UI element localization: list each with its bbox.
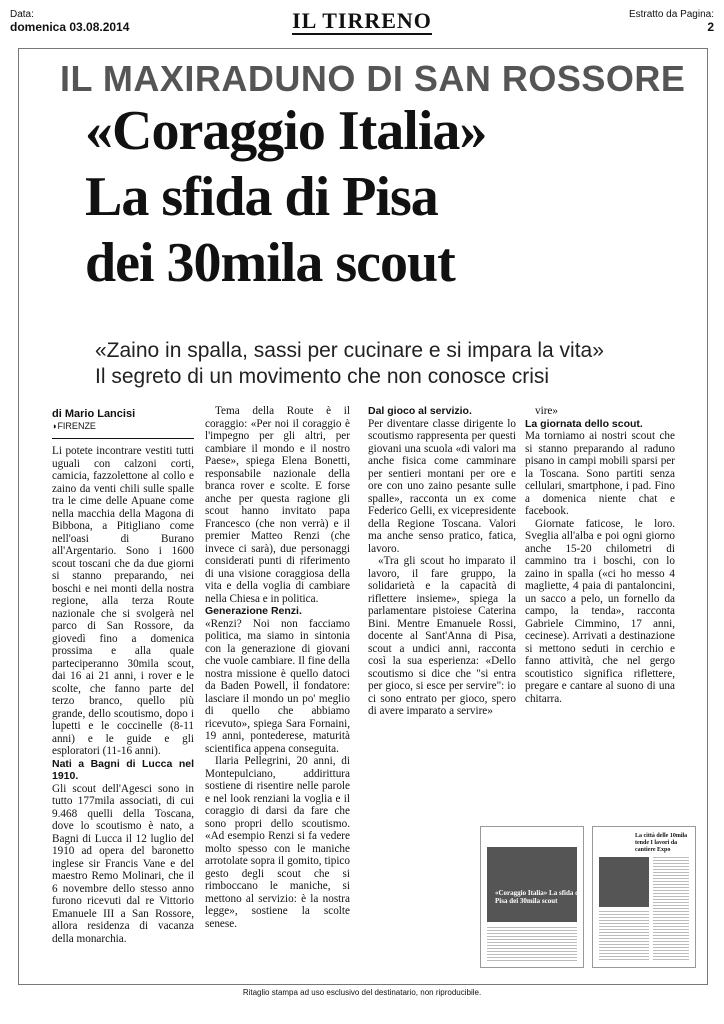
- title-line-1: «Coraggio Italia»: [85, 100, 487, 162]
- page-block: [629, 9, 714, 33]
- extract-label: Estratto da Pagina:: [628, 9, 714, 20]
- col3-paragraph-2: «Tra gli scout ho imparato il lavoro, il fare gruppo, la solidarietà e la capacità di riflettere insieme», spiega la parlamentare pistoiese Caterina Bini. Mentre Emanuele Rossi, docente al Sant'Anna di Pisa, scout a undici anni, racconta così la sua esperienza: «Dello scoutismo si dice che "si entra per gioco, si esce per servire": io ci sono entrato per gioco, spero di avere imparato a servire»: [368, 555, 516, 717]
- page-thumbnail-1: [480, 826, 584, 968]
- thumbnail-photo: [599, 857, 649, 907]
- thumbnail-2-headline: La città delle 10mila tende I lavori da cantiere Expo: [635, 833, 688, 853]
- col1-subhead: Nati a Bagni di Lucca nel 1910.: [52, 757, 194, 782]
- column-rule: [52, 438, 194, 439]
- column-3: [368, 405, 516, 718]
- thumbnail-text-block: [599, 911, 649, 961]
- col1-paragraph-2: Gli scout dell'Agesci sono in tutto 177mila associati, di cui 9.468 quelli della Toscana, dove lo scoutismo è nato, a Bagni di Lucca il 12 luglio del 1910 ad opera del baronetto inglese sir Francis Vane e del maestro Remo Molinari, che il 6 novembre dello stesso anno furono ricevuti dal re Vittorio Emanuele III a San Rossore, allora residenza di vacanza della monarchia.: [52, 782, 194, 945]
- column-1: [52, 438, 194, 945]
- article-title: [85, 98, 486, 296]
- col3-subhead: Dal gioco al servizio.: [368, 405, 472, 417]
- article-subtitle: [95, 338, 604, 390]
- col3-paragraph-1: Per diventare classe dirigente lo scoutismo rappresenta per questi giovani una scuola «di valori ma anche fisica come camminare per sentieri montani per ore e ore con uno zaino pesante sulle spalle», racconta un ex come Federico Gelli, ex vicepresidente della Regione Toscana. Valori ma anche senso pratico, fatica, lavoro.: [368, 417, 516, 555]
- col1-paragraph-1: Li potete incontrare vestiti tutti uguali con calzoni corti, camicia, fazzolettone al collo e zaino da venti chili sulle spalle tra le cime delle Apuane come nella macchia della Magona di Bibbona, a Pitigliano come nell'oasi di Burano all'Argentario. Sono i 1600 scout toscani che da due giorni si stanno preparando, nei boschi e nei monti della nostra regione, alla terza Route nazionale che si svolgerà nel parco di San Rossore, da giovedì fino a domenica prossima e alla quale parteciperanno 30mila scout, dai 16 ai 21 anni, i rover e le scolte, che fanno parte del terzo branco, quello più grande, dello scoutismo, dopo i lupetti e le coccinelle (8-11 anni) e le guide e gli esploratori (11-16 anni).: [52, 445, 194, 757]
- col4-paragraph-2: Ma torniamo ai nostri scout che si stanno preparando al raduno pisano in campi mobili sparsi per la Toscana. Sono partiti senza cellulari, smartphone, i pad. Fino a domenica niente chat e facebook.: [525, 430, 675, 517]
- column-2: [205, 405, 350, 930]
- col2-subhead: Generazione Renzi.: [205, 605, 302, 617]
- col2-paragraph-2: «Renzi? Noi non facciamo politica, ma siamo in sintonia con la generazione di giovani che vuole cambiare. Il fine della nostra missione è quello datoci da Baden Powell, il fondatore: lasciare il mondo un po' meglio di quello che abbiamo ricevuto», spiega Sara Fornaini, 19 anni, pontederese, maturità scientifica appena conseguita.: [205, 617, 350, 755]
- col2-paragraph-3: Ilaria Pellegrini, 20 anni, di Montepulciano, addirittura sostiene di risentire nelle parole e nel look renziani la voglia e il coraggio di darsi da fare che sono propri dello scoutismo. «Ad esempio Renzi si fa vedere molto spesso con le maniche arrotolate sopra il gomito, tipico gesto degli scout che si rimboccano le maniche, si mettono al servizio: è la nostra legge», sostiene la scolte senese.: [205, 755, 350, 930]
- col4-paragraph-3: Giornate faticose, le loro. Sveglia all'alba e poi ogni giorno anche 15-20 chilometri di cammino tra i boschi, con lo zaino in spalla («ci ho messo 4 magliette, 4 paia di pantaloncini, un sacco a pelo, un fornello da campo, la tenda», racconta Gabriele Cimmino, 17 anni, cecinese). Arrivati a destinazione si mettono seduti in cerchio e fanno attività, che nel gergo scoutistico significa riflettere, pregare e cantare al suono di una chitarra.: [525, 517, 675, 705]
- col2-paragraph-1: Tema della Route è il coraggio: «Per noi il coraggio è l'impegno per gli altri, per cambiare il mondo e il nostro Paese», spiega Elena Bonetti, responsabile nazionale della branca rover e scolte. E forse anche per questa ragione gli scout hanno invitato papa Francesco (che non verrà) e il premier Matteo Renzi (che invece ci sarà), due personaggi considerati punti di riferimento di una visione coraggiosa della vita e della voglia di cambiare nella Chiesa e in politica.: [205, 405, 350, 605]
- thumbnail-text-block: [653, 857, 689, 961]
- masthead-title: IL TIRRENO: [292, 8, 432, 33]
- date-label: Data:: [10, 9, 34, 20]
- col4-paragraph-1: vire»: [535, 405, 558, 417]
- title-line-3: dei 30mila scout: [85, 232, 455, 294]
- dateline: ◗ FIRENZE: [52, 421, 96, 431]
- page-number: 2: [707, 20, 714, 34]
- subtitle-line-1: «Zaino in spalla, sassi per cucinare e si impara la vita»: [95, 339, 604, 362]
- thumbnail-photo: [487, 847, 577, 922]
- subtitle-line-2: Il segreto di un movimento che non conosce crisi: [95, 365, 550, 388]
- col4-subhead: La giornata dello scout.: [525, 417, 643, 430]
- page-thumbnail-2: [592, 826, 696, 968]
- date-value: domenica 03.08.2014: [10, 20, 130, 34]
- masthead: [0, 8, 724, 34]
- footer-notice: Ritaglio stampa ad uso esclusivo del destinatario, non riproducibile.: [242, 988, 482, 997]
- column-4: [525, 405, 675, 705]
- thumbnail-text-block: [487, 927, 577, 961]
- byline: di Mario Lancisi: [52, 408, 136, 420]
- title-line-2: La sfida di Pisa: [85, 166, 438, 228]
- thumbnail-1-headline: «Coraggio Italia» La sfida di Pisa dei 30mila scout: [495, 889, 581, 905]
- article-kicker: IL MAXIRADUNO DI SAN ROSSORE: [60, 58, 686, 99]
